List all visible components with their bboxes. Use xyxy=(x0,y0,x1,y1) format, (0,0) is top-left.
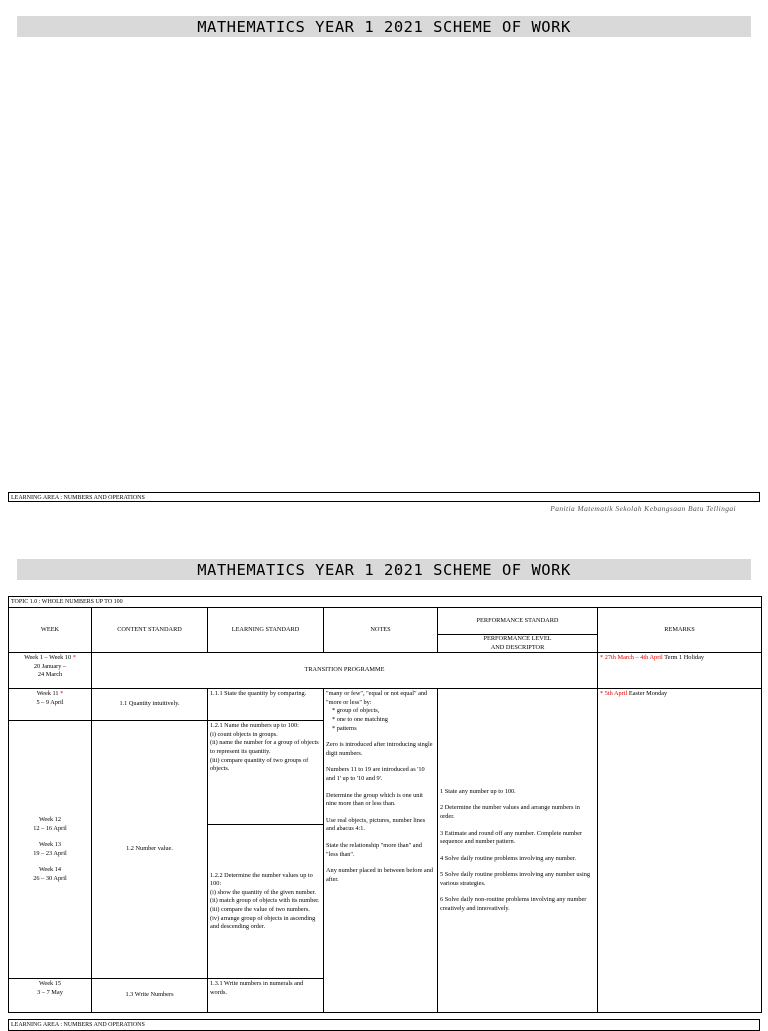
header-learning-standard: LEARNING STANDARD xyxy=(208,608,324,653)
performance-spacer xyxy=(440,888,595,896)
scheme-of-work-table xyxy=(8,596,762,1013)
note-line: * patterns xyxy=(332,724,357,732)
performance-line: 6 Solve daily non-routine problems involving any number creatively and innovatively. xyxy=(440,896,587,913)
performance-line: 1 State any number up to 100. xyxy=(440,787,516,795)
note-spacer xyxy=(326,758,435,766)
note-line: * group of objects, xyxy=(332,707,380,715)
performance-line: 2 Determine the number values and arrange numbers in order. xyxy=(440,804,580,820)
week-label: Week 1 – Week 10 xyxy=(24,654,72,662)
header-remarks: REMARKS xyxy=(598,608,762,653)
note-line: "more or less" by: xyxy=(326,698,372,706)
note-spacer xyxy=(326,859,435,867)
page-title: MATHEMATICS YEAR 1 2021 SCHEME OF WORK xyxy=(17,559,751,580)
note-line: Numbers 11 to 19 are introduced as '10 and 1' up to '10 and 9'. xyxy=(326,766,425,782)
content-standard-cell: 1.2 Number value. xyxy=(92,721,208,979)
holiday-text: Easter Monday xyxy=(627,690,668,698)
page-title: MATHEMATICS YEAR 1 2021 SCHEME OF WORK xyxy=(17,16,751,37)
week-dates: 20 January – xyxy=(33,662,67,670)
week-dates: 12 – 16 April xyxy=(33,824,67,832)
performance-line: 4 Solve daily routine problems involving any number. xyxy=(440,854,577,862)
note-line: Determine the group which is one unit nine more than or less than. xyxy=(326,791,423,808)
learning-line: 1.2.2 Determine the number values up to 100: xyxy=(210,871,313,888)
week-spacer xyxy=(11,858,89,866)
week-dates: 26 – 30 April xyxy=(33,874,67,882)
learning-standard-cell: 1.3.1 Write numbers in numerals and words. xyxy=(208,979,324,1013)
note-line: Any number placed in between before and after. xyxy=(326,867,434,883)
performance-spacer xyxy=(440,822,595,830)
note-spacer xyxy=(326,834,435,842)
learning-line: (iv) arrange group of objects in ascending and descending order. xyxy=(210,914,316,931)
header-content-standard: CONTENT STANDARD xyxy=(92,608,208,653)
remarks-cell xyxy=(598,653,762,689)
header-performance-standard: PERFORMANCE STANDARD xyxy=(438,608,598,635)
performance-spacer xyxy=(440,796,595,804)
holiday-text: Term 1 Holiday xyxy=(662,654,705,662)
header-week: WEEK xyxy=(9,608,92,653)
learning-line: (ii) match group of objects with its number. xyxy=(210,897,320,905)
week-cell xyxy=(9,689,92,721)
performance-spacer xyxy=(440,847,595,855)
note-line: Use real objects, pictures, number lines and abacus 4:1. xyxy=(326,816,426,833)
descriptor-label: AND DESCRIPTOR xyxy=(490,643,545,651)
note-line: "many or few", "equal or not equal" and xyxy=(326,690,428,698)
note-line: State the relationship "more than" and "less than". xyxy=(326,841,422,858)
notes-cell xyxy=(324,689,438,1013)
topic-heading: TOPIC 1.0 : WHOLE NUMBERS UP TO 100 xyxy=(9,597,762,608)
header-notes: NOTES xyxy=(324,608,438,653)
week-label: Week 12 xyxy=(38,815,62,823)
learning-line: (i) show the quantity of the given number. xyxy=(210,888,316,896)
learning-area-label: LEARNING AREA : NUMBERS AND OPERATIONS xyxy=(8,492,760,502)
performance-level-label: PERFORMANCE LEVEL xyxy=(483,635,552,642)
learning-line: (i) count objects in groups. xyxy=(210,730,278,738)
week-spacer xyxy=(11,833,89,841)
transition-programme-cell: TRANSITION PROGRAMME xyxy=(92,653,598,689)
learning-standard-cell xyxy=(208,721,324,825)
performance-line: 3 Estimate and round off any number. Complete number sequence and number pattern. xyxy=(440,829,583,846)
week-label: Week 13 xyxy=(38,841,62,849)
learning-area-label: LEARNING AREA : NUMBERS AND OPERATIONS xyxy=(8,1019,760,1031)
week-cell xyxy=(9,721,92,979)
learning-line: (iii) compare the value of two numbers. xyxy=(210,905,310,913)
holiday-dates: * 5th April xyxy=(600,690,628,698)
header-performance-level xyxy=(438,635,598,653)
content-standard-cell: 1.3 Write Numbers xyxy=(92,979,208,1013)
week-cell xyxy=(9,979,92,1013)
learning-line: 1.2.1 Name the numbers up to 100: xyxy=(210,722,299,730)
remarks-cell xyxy=(598,689,762,1013)
week-dates: 3 – 7 May xyxy=(37,988,63,996)
holiday-marker: * xyxy=(58,690,64,698)
performance-spacer xyxy=(440,863,595,871)
week-dates: 5 – 9 April xyxy=(36,698,64,706)
week-label: Week 14 xyxy=(38,866,62,874)
learning-line: (iii) compare quantity of two groups of objects. xyxy=(210,756,309,773)
week-dates: 24 March xyxy=(37,671,63,679)
note-line: Zero is introduced after introducing single digit numbers. xyxy=(326,741,433,757)
holiday-marker: * xyxy=(71,654,76,662)
performance-descriptor-cell xyxy=(438,689,598,1013)
learning-standard-cell xyxy=(208,825,324,979)
performance-line: 5 Solve daily routine problems involving any number using various strategies. xyxy=(440,871,591,887)
note-spacer xyxy=(326,784,435,792)
learning-standard-cell: 1.1.1 State the quantity by comparing. xyxy=(208,689,324,721)
note-spacer xyxy=(326,809,435,817)
week-cell xyxy=(9,653,92,689)
holiday-dates: * 27th March – 4th April xyxy=(600,654,663,662)
content-standard-cell: 1.1 Quantity intuitively. xyxy=(92,689,208,721)
learning-line: (ii) name the number for a group of objects to represent its quantity. xyxy=(210,739,319,755)
footer-credit: Panitia Matematik Sekolah Kebangsaan Batu Tellingai xyxy=(550,504,736,513)
note-spacer xyxy=(326,733,435,741)
note-line: * one to one matching xyxy=(332,715,388,723)
week-label: Week 15 xyxy=(38,980,62,988)
week-label: Week 11 xyxy=(36,690,59,698)
week-dates: 19 – 23 April xyxy=(33,849,67,857)
